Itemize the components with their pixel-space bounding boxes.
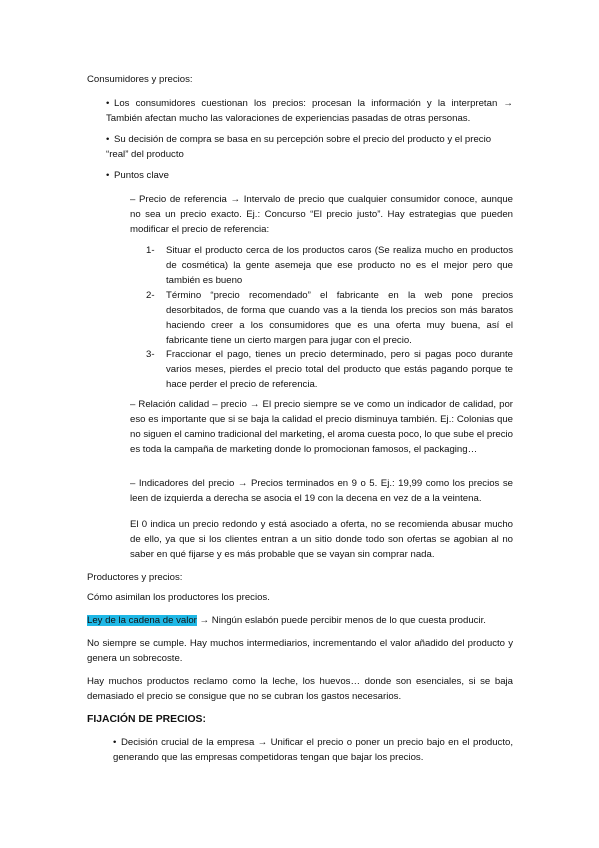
numbered-text: Fraccionar el pago, tienes un precio determinado, pero si pagas poco durante varios meses, pierdes el precio total del producto que estás pagando porque te hace perder el precio de referencia. bbox=[166, 349, 513, 390]
numbered-item-1 bbox=[146, 243, 513, 291]
numbered-marker: 2- bbox=[146, 290, 155, 301]
section-title-consumidores: Consumidores y precios: bbox=[87, 74, 193, 85]
heading-fijacion-precios: FIJACIÓN DE PRECIOS: bbox=[87, 714, 206, 725]
bullet-icon: • bbox=[106, 170, 110, 181]
numbered-marker: 1- bbox=[146, 245, 155, 256]
bullet-item-1: • Los consumidores cuestionan los precios: procesan la información y la interpretan → También afectan mucho las valoraciones de experiencias pasadas de otras personas. bbox=[106, 98, 513, 124]
numbered-text: Término “precio recomendado” el fabricante en la web pone precios desorbitados, de forma que cuando vas a la tienda los precios son más baratos haciendo creer a los consumidores que es una oferta muy buena, así el fabricante tiene un cierto margen para jugar con el precio. bbox=[166, 290, 513, 346]
cero-paragraph: El 0 indica un precio redondo y está asociado a oferta, no se recomienda abusar mucho de ello, ya que si los clientes entran a un sitio donde todo son ofertas se agobian al no saber en qué fijarse y es más probable que se vayan sin comprar nada. bbox=[130, 519, 513, 560]
bullet-item-2: • Su decisión de compra se basa en su percepción sobre el precio del producto y el precio “real” del producto bbox=[106, 134, 492, 160]
bullet-decision: • Decisión crucial de la empresa → Unificar el precio o poner un precio bajo en el producto, generando que las empresas competidoras tengan que bajar los precios. bbox=[113, 737, 513, 763]
productores-intro: Cómo asimilan los productores los precios. bbox=[87, 592, 270, 603]
numbered-item-2 bbox=[146, 288, 513, 350]
relacion-calidad-paragraph: – Relación calidad – precio → El precio siempre se ve como un indicador de calidad, por eso es importante que si se baja la calidad el precio disminuya también. Ej.: Colonias que no siguen el camino tradicional del marketing, el aroma cuesta poco, lo que sube el precio es toda la campaña de marketing donde lo promocionan famosos, el packaging… bbox=[130, 399, 513, 455]
numbered-item-3 bbox=[146, 347, 513, 395]
numbered-marker: 3- bbox=[146, 349, 155, 360]
section-title-productores: Productores y precios: bbox=[87, 572, 183, 583]
precio-referencia-paragraph: – Precio de referencia → Intervalo de precio que cualquier consumidor conoce, aunque no sea un precio exacto. Ej.: Concurso “El precio justo”. Hay estrategias que pueden modificar el precio de referencia: bbox=[130, 194, 513, 235]
highlighted-term: Ley de la cadena de valor bbox=[87, 615, 197, 626]
bullet-item-3: • Puntos clave bbox=[106, 170, 169, 181]
bullet-icon: • bbox=[113, 737, 117, 748]
no-siempre-paragraph: No siempre se cumple. Hay muchos intermediarios, incrementando el valor añadido del producto y genera un sobrecoste. bbox=[87, 638, 513, 664]
bullet-icon: • bbox=[106, 134, 110, 145]
productos-reclamo-paragraph: Hay muchos productos reclamo como la leche, los huevos… donde son esenciales, si se baja demasiado el precio se consigue que no se cubran los gastos necesarios. bbox=[87, 676, 513, 702]
bullet-icon: • bbox=[106, 98, 110, 109]
indicadores-paragraph: – Indicadores del precio → Precios terminados en 9 o 5. Ej.: 19,99 como los precios se leen de izquierda a derecha se asocia el 19 con la decena en vez de a la veintena. bbox=[130, 478, 513, 504]
ley-cadena-valor-line: Ley de la cadena de valor → Ningún eslabón puede percibir menos de lo que cuesta producir. bbox=[87, 615, 486, 626]
numbered-text: Situar el producto cerca de los productos caros (Se realiza mucho en productos de cosmética) la gente asemeja que ese producto no es el mejor pero que también es bueno bbox=[166, 245, 513, 286]
